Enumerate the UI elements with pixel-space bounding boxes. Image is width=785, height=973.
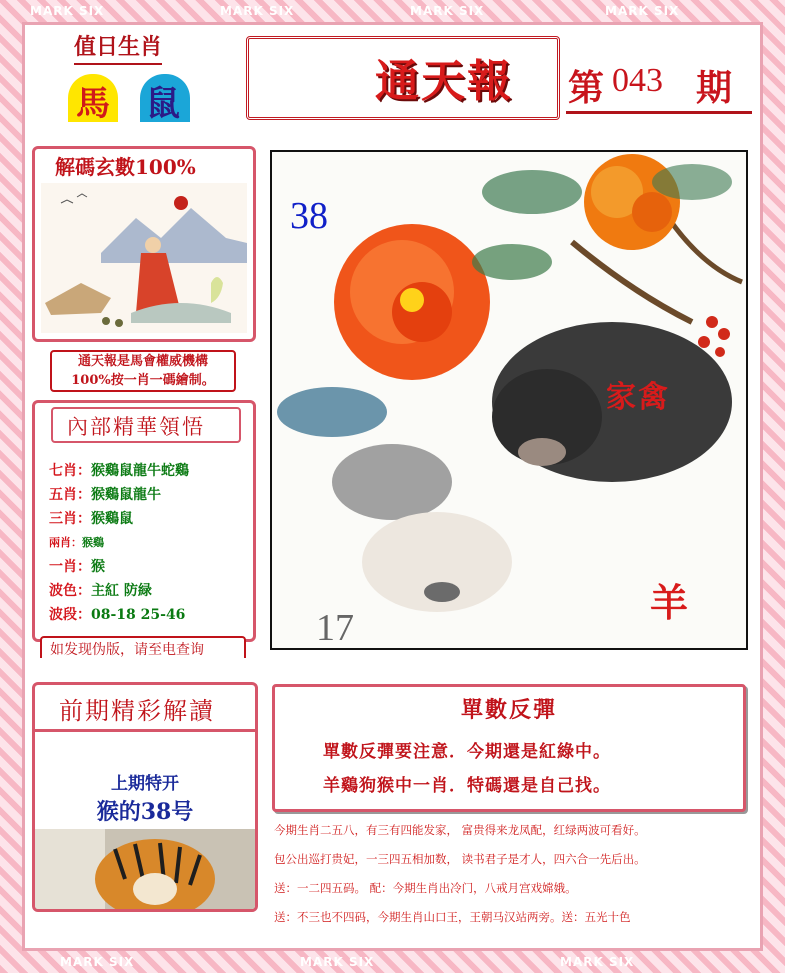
sage-painting [41,183,247,333]
poem-line: 送：一二四五码。 配：今期生肖出冷门，八戒月宫戏嫦娥。 [274,881,577,895]
previous-panel [32,682,258,912]
internal-row: 七肖：猴鷄鼠龍牛蛇鷄 [49,463,189,479]
verse-title: 單數反彈 [460,697,557,723]
previous-title: 前期精彩解讀 [59,697,215,725]
watermark-top-3: MARK SIX [410,4,485,18]
watermark-top-4: MARK SIX [605,4,680,18]
zodiac-2: 鼠 [146,84,180,124]
decode-title: 解碼玄數100% [55,155,196,179]
sun-icon [174,196,188,210]
previous-title-bar [35,685,255,732]
internal-title: 內部精華領悟 [67,415,205,439]
issue-prefix: 第 [568,67,605,109]
decode-panel [32,146,256,342]
internal-row: 一肖：猴 [49,559,105,575]
watermark-bottom-1: MARK SIX [60,955,135,969]
decode-notice [50,350,236,392]
internal-row: 波色：主紅 防緑 [49,583,152,599]
peony-main [334,224,490,380]
main-painting [270,150,748,650]
text-family-poultry: 家禽 [606,380,670,415]
fake-warning: 如发现伪版，请至电查询 [40,636,246,658]
duty-zodiac-panel [66,30,196,124]
internal-list [49,459,189,627]
peony-top-right [584,154,680,250]
issue-number: 043 [612,62,663,99]
internal-panel [32,400,256,642]
duty-zodiac-title: 值日生肖 [74,30,162,65]
brand-box [246,36,560,120]
internal-title-box [51,407,241,443]
pig-small-2 [362,512,512,612]
internal-row: 兩肖：猴鷄 [49,536,104,549]
previous-line2: 猴的38号 [96,799,194,825]
sage-head [145,237,161,253]
poem-block [274,816,748,926]
number-38: 38 [290,195,328,237]
watermark-bottom-2: MARK SIX [300,955,375,969]
verse-panel [272,684,746,812]
watermark-bottom-3: MARK SIX [560,955,635,969]
internal-row: 五肖：猴鷄鼠龍牛 [49,487,161,503]
verse-line2: 羊鷄狗猴中一肖．特碼還是自己找。 [323,776,611,796]
watermark-top-2: MARK SIX [220,4,295,18]
poem-line: 包公出巡打贵妃，一三四五相加数， 读书君子是才人，四六合一先后出。 [274,852,646,866]
internal-row: 波段：08-18 25-46 [49,607,186,623]
verse-line1: 單數反彈要注意．今期還是紅綠中。 [323,742,611,762]
pig-small-1 [332,444,452,520]
poem-line: 今期生肖二五八，有三有四能发家， 富贵得来龙凤配，红绿两波可看好。 [274,823,646,837]
brand-title: 通天報 [375,56,513,107]
issue-suffix: 期 [696,67,733,109]
zodiac-1: 馬 [76,84,110,124]
decode-notice-line1: 通天報是馬會權威機構 [77,354,208,369]
issue-box [566,54,752,114]
text-goat: 羊 [650,580,689,625]
number-17: 17 [316,607,354,649]
tiger-photo [35,829,255,912]
decode-notice-line2: 100%按一肖一碼繪制。 [71,373,215,388]
internal-row: 三肖：猴鷄鼠 [49,511,133,527]
poem-line: 送：不三也不四码，今期生肖山口王，王朝马汉站两旁。送：五光十色 [274,910,631,924]
watermark-top-1: MARK SIX [30,4,105,18]
previous-line1: 上期特开 [111,774,179,794]
